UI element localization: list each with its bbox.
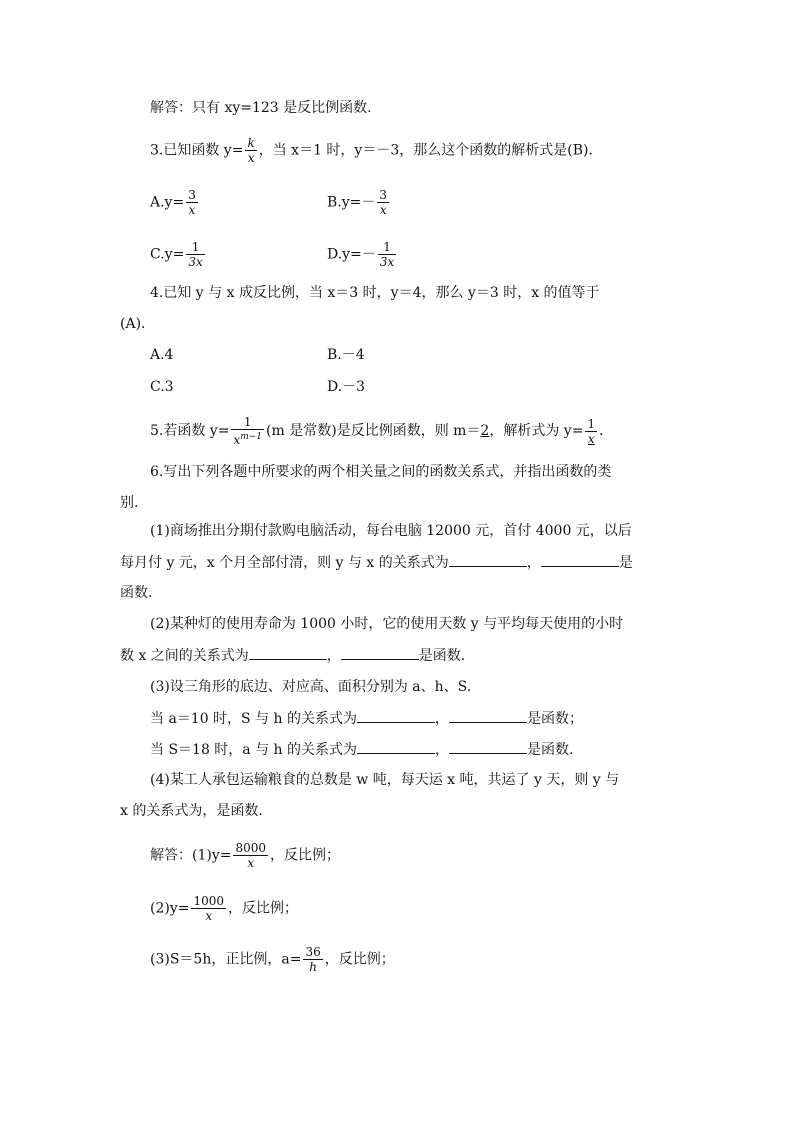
answer-blank[interactable] bbox=[357, 739, 435, 754]
q5-fraction bbox=[231, 415, 264, 447]
q3-c-den: 3x bbox=[188, 255, 203, 269]
q3-a-num: 3 bbox=[188, 188, 196, 202]
q5-ans-den: x bbox=[585, 431, 597, 446]
q3-b-fraction bbox=[377, 188, 389, 217]
q3-a-label: A.y= bbox=[150, 194, 185, 211]
answer-blank[interactable] bbox=[249, 645, 327, 660]
answer-blank[interactable] bbox=[541, 552, 619, 567]
q4-option-b: B.－4 bbox=[327, 347, 365, 363]
answer-note: 解答：只有 xy=123 是反比例函数. bbox=[150, 100, 372, 116]
a3-fraction bbox=[303, 945, 322, 974]
a2-suffix: ，反比例； bbox=[228, 900, 299, 917]
q5-prefix: 5.若函数 y= bbox=[150, 423, 230, 439]
a2-num: 1000 bbox=[193, 894, 225, 908]
a1-suffix: ，反比例； bbox=[270, 847, 341, 864]
q3-a-fraction bbox=[186, 188, 198, 217]
q3-b-label: B.y=－ bbox=[327, 194, 376, 211]
q6-p2-line1: (2)某种灯的使用寿命为 1000 小时，它的使用天数 y 与平均每天使用的小时 bbox=[150, 616, 624, 632]
q3-d-fraction bbox=[378, 240, 396, 269]
q6-p2-line2 bbox=[120, 645, 465, 666]
q5-den-base: x bbox=[233, 433, 241, 447]
comma: ， bbox=[435, 742, 450, 758]
q3-b-num: 3 bbox=[379, 188, 388, 202]
answer-1 bbox=[150, 841, 340, 870]
q3-c-num: 1 bbox=[191, 240, 200, 254]
answer-blank[interactable] bbox=[449, 708, 527, 723]
q6-p1-line1: (1)商场推出分期付款购电脑活动，每台电脑 12000 元，首付 4000 元，以后 bbox=[150, 523, 632, 539]
q4-option-c: C.3 bbox=[150, 379, 174, 395]
q3-prefix: 3.已知函数 y= bbox=[150, 142, 244, 159]
shi-func-text: 是函数. bbox=[527, 742, 574, 758]
q3-frac-den: x bbox=[245, 150, 256, 165]
a3-num: 36 bbox=[305, 945, 321, 959]
q6-p4-line2: x 的关系式为，是函数. bbox=[120, 803, 263, 819]
q3-a-den: x bbox=[186, 202, 198, 217]
question-5 bbox=[150, 415, 613, 447]
a1-prefix: 解答：(1)y= bbox=[150, 847, 232, 864]
a2-fraction bbox=[191, 894, 226, 923]
answer-3 bbox=[150, 945, 395, 974]
q3-option-d bbox=[327, 240, 398, 269]
a1-fraction bbox=[233, 841, 268, 870]
q3-suffix: ，当 x＝1 时，y＝－3，那么这个函数的解析式是(B)． bbox=[258, 142, 603, 159]
q4-option-d: D.－3 bbox=[327, 379, 366, 395]
q5-den-exponent: m−1 bbox=[240, 432, 263, 442]
q3-option-b bbox=[327, 188, 391, 217]
q4-option-a: A.4 bbox=[150, 347, 174, 363]
q4-line1: 4.已知 y 与 x 成反比例，当 x＝3 时，y＝4，那么 y＝3 时，x 的值等于 bbox=[150, 285, 600, 301]
a1-den: x bbox=[233, 855, 268, 870]
answer-2 bbox=[150, 894, 298, 923]
a2-den: x bbox=[191, 908, 226, 923]
q6-p3-line1: (3)设三角形的底边、对应高、面积分别为 a、h、S. bbox=[150, 679, 472, 695]
q5-m-value: 2 bbox=[480, 423, 490, 439]
q5-end: ． bbox=[599, 423, 614, 439]
q6-p1-line2 bbox=[120, 552, 633, 573]
q3-option-a bbox=[150, 188, 200, 217]
a3-suffix: ，反比例； bbox=[324, 951, 395, 968]
q3-fraction bbox=[245, 136, 256, 165]
answer-blank[interactable] bbox=[357, 708, 435, 723]
q3-d-den: 3x bbox=[379, 255, 395, 269]
q6-line2: 别. bbox=[120, 495, 139, 511]
comma: ， bbox=[526, 555, 541, 571]
q6-p2-text: 数 x 之间的关系式为 bbox=[120, 648, 249, 664]
answer-blank[interactable] bbox=[449, 552, 527, 567]
q5-ans-num: 1 bbox=[587, 416, 596, 431]
q6-p3-line2 bbox=[150, 708, 583, 729]
q3-d-num: 1 bbox=[383, 240, 391, 254]
shi-text: 是 bbox=[618, 555, 633, 571]
q6-p4-line1: (4)某工人承包运输粮食的总数是 w 吨，每天运 x 吨，共运了 y 天，则 y 与 bbox=[150, 772, 620, 788]
q6-p3-text-b: 当 S＝18 时，a 与 h 的关系式为 bbox=[150, 742, 358, 758]
q5-frac-den bbox=[231, 429, 264, 447]
q6-p3-line3 bbox=[150, 739, 573, 760]
q5-mid2: ，解析式为 y= bbox=[489, 423, 584, 439]
q6-p1-line3: 函数. bbox=[120, 585, 153, 601]
q5-frac-num: 1 bbox=[243, 415, 252, 429]
a3-prefix: (3)S＝5h，正比例，a= bbox=[150, 951, 302, 968]
q3-frac-num: k bbox=[247, 136, 255, 150]
comma: ， bbox=[326, 648, 341, 664]
q6-line1: 6.写出下列各题中所要求的两个相关量之间的函数关系式，并指出函数的类 bbox=[150, 464, 612, 480]
q3-d-label: D.y=－ bbox=[327, 246, 376, 263]
q6-p1-text: 每月付 y 元，x 个月全部付清，则 y 与 x 的关系式为 bbox=[120, 555, 449, 571]
comma: ， bbox=[435, 711, 450, 727]
q3-c-fraction bbox=[186, 240, 204, 269]
q4-line2: (A)． bbox=[120, 316, 156, 332]
q5-answer-fraction bbox=[585, 417, 597, 446]
a2-prefix: (2)y= bbox=[150, 900, 190, 917]
q3-option-c bbox=[150, 240, 207, 269]
q6-p3-text-a: 当 a＝10 时，S 与 h 的关系式为 bbox=[150, 711, 358, 727]
q5-mid: (m 是常数)是反比例函数，则 m＝ bbox=[266, 423, 481, 439]
question-3 bbox=[150, 136, 602, 165]
a3-den: h bbox=[303, 959, 322, 974]
q3-c-label: C.y= bbox=[150, 246, 185, 263]
q3-b-den: x bbox=[377, 202, 389, 217]
a1-num: 8000 bbox=[235, 841, 267, 855]
shi-func-text: 是函数. bbox=[418, 648, 466, 664]
shi-func-semi-text: 是函数； bbox=[527, 711, 584, 727]
answer-blank[interactable] bbox=[341, 645, 419, 660]
answer-blank[interactable] bbox=[449, 739, 527, 754]
